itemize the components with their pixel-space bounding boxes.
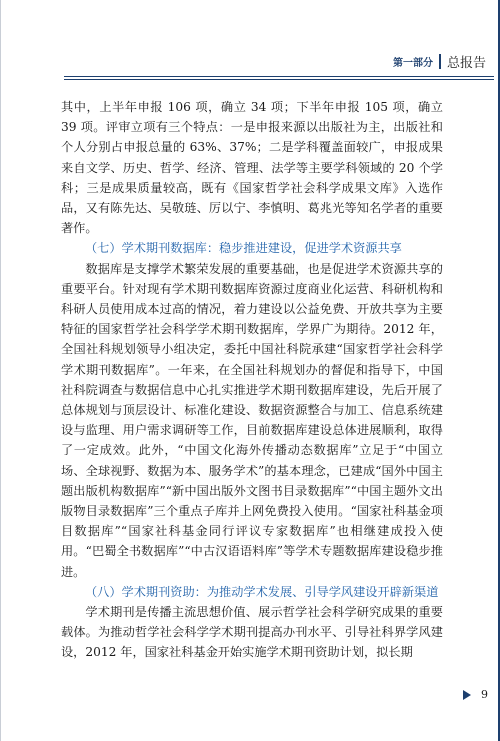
running-head bbox=[393, 52, 486, 71]
paragraph: 其中，上半年申报 106 项，确立 34 项；下半年申报 105 项，确立 39 项。评审立项有三个特点：一是申报来源以出版社为主，出版社和个人分别占申报总量的 63%、37%；二是学科覆盖面较广，申报成果来自文学、历史、哲学、经济、管理、法学等主要学科领域的 20 个学科；三是成果质量较高，既有《国家哲学社会科学成果文库》入选作品，又有陈先达、吴敬琏、厉以宁、李慎明、葛兆光等知名学者的重要著作。 bbox=[61, 100, 443, 236]
running-head-title: 总报告 bbox=[446, 56, 486, 71]
triangle-marker-icon bbox=[463, 690, 471, 700]
body-text bbox=[61, 97, 443, 663]
page-edge-line bbox=[0, 0, 1, 741]
header-rule-thin bbox=[64, 79, 494, 80]
running-head-divider bbox=[439, 54, 441, 69]
section-heading-7: （七）学术期刊数据库：稳步推进建设，促进学术资源共享 bbox=[85, 241, 402, 256]
paragraph: 数据库是支撑学术繁荣发展的重要基础，也是促进学术资源共享的重要平台。针对现有学术期刊数据库资源过度商业化运营、科研机构和科研人员使用成本过高的情况，着力建设以公益免费、开放共享为主要特征的国家哲学社会科学学术期刊数据库，学界广为期待。2012 年，全国社科规划领导小组决定，委托中国社科院承建“国家哲学社会科学学术期刊数据库”。一年来，在全国社科规划办的督促和指导下，中国社科院调查与数据信息中心扎实推进学术期刊数据库建设，先后开展了总体规划与顶层设计、标准化建设、数据资源整合与加工、信息系统建设与监理、用户需求调研等工作，目前数据库建设总体进展顺利，取得了一定成效。此外，“中国文化海外传播动态数据库”立足于“中国立场、全球视野、数据为本、服务学术”的基本理念，已建成“国外中国主题出版机构数据库”“新中国出版外文图书目录数据库”“中国主题外文出版物目录数据库”三个重点子库并上网免费投入使用。“国家社科基金项目数据库”“国家社科基金同行评议专家数据库”也相继建成投入使用。“巴蜀全书数据库”“中古汉语语料库”等学术专题数据库建设稳步推进。 bbox=[61, 261, 443, 579]
paragraph: 学术期刊是传播主流思想价值、展示哲学社会科学研究成果的重要载体。为推动哲学社会科学学术期刊提高办刊水平、引导社科界学风建设，2012 年，国家社科基金开始实施学术期刊资助计划，拟长期 bbox=[61, 605, 443, 660]
part-label: 第一部分 bbox=[392, 58, 433, 69]
section-heading-8: （八）学术期刊资助：为推动学术发展、引导学风建设开辟新渠道 bbox=[85, 584, 439, 599]
header-rule bbox=[64, 76, 494, 77]
page-number: 9 bbox=[481, 688, 488, 701]
page-folio bbox=[463, 688, 488, 701]
